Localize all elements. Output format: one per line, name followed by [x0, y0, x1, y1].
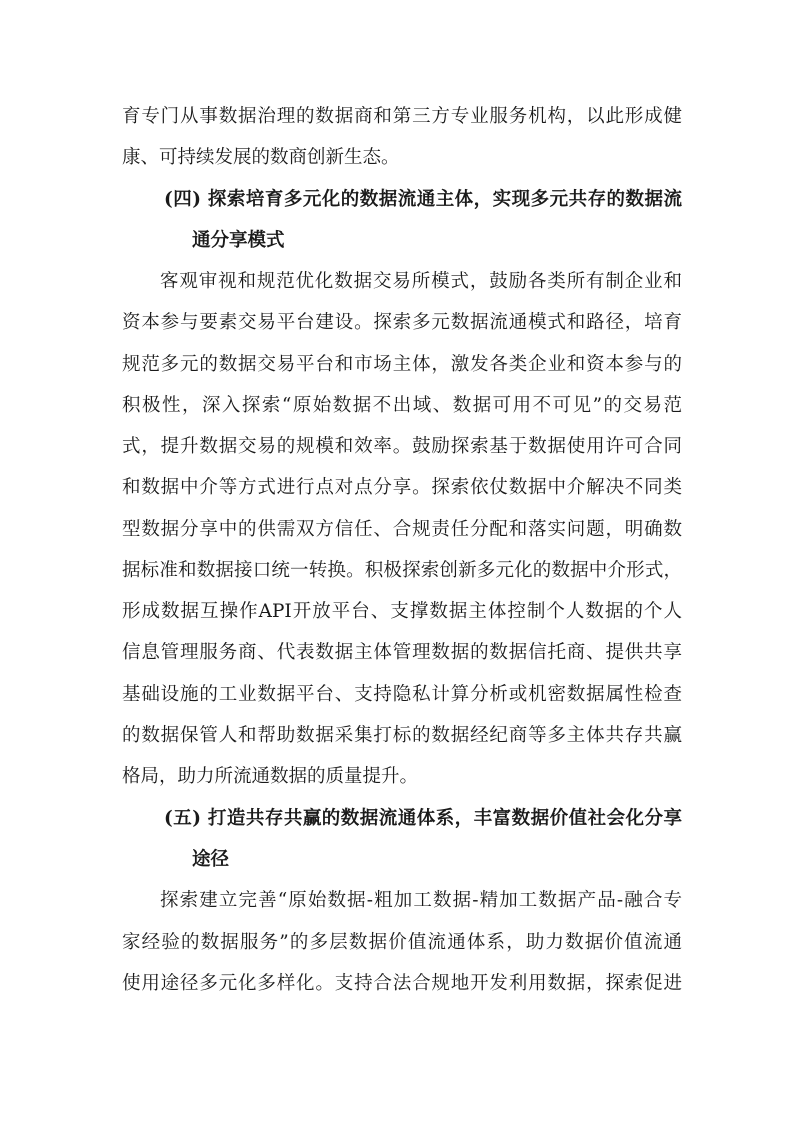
- paragraph-line: 基础设施的工业数据平台、支持隐私计算分析或机密数据属性检查: [122, 684, 682, 705]
- section-heading-4: (四) 探索培育多元化的数据流通主体，实现多元共存的数据流: [164, 189, 682, 210]
- paragraph-line: 客观审视和规范优化数据交易所模式，鼓励各类所有制企业和: [160, 271, 682, 292]
- paragraph-line: 型数据分享中的供需双方信任、合规责任分配和落实问题，明确数: [122, 519, 682, 540]
- section-heading-4-continued: 通分享模式: [192, 230, 285, 251]
- paragraph-line: 形成数据互操作API开放平台、支撑数据主体控制个人数据的个人: [122, 601, 682, 622]
- paragraph-line: 规范多元的数据交易平台和市场主体，激发各类企业和资本参与的: [122, 354, 682, 375]
- section-heading-5: (五) 打造共存共赢的数据流通体系，丰富数据价值社会化分享: [164, 808, 682, 829]
- section-heading-5-continued: 途径: [192, 849, 230, 870]
- paragraph-line: 使用途径多元化多样化。支持合法合规地开发利用数据，探索促进: [122, 973, 682, 994]
- paragraph-line: 积极性，深入探索“原始数据不出域、数据可用不可见”的交易范: [122, 395, 682, 416]
- paragraph-line: 式，提升数据交易的规模和效率。鼓励探索基于数据使用许可合同: [122, 436, 682, 457]
- paragraph-line: 的数据保管人和帮助数据采集打标的数据经纪商等多主体共存共赢: [122, 725, 682, 746]
- paragraph-line: 康、可持续发展的数商创新生态。: [122, 147, 400, 168]
- paragraph-line: 格局，助力所流通数据的质量提升。: [122, 766, 419, 787]
- paragraph-line: 据标准和数据接口统一转换。积极探索创新多元化的数据中介形式，: [122, 560, 682, 581]
- paragraph-line: 信息管理服务商、代表数据主体管理数据的数据信托商、提供共享: [122, 642, 682, 663]
- paragraph-line: 探索建立完善“原始数据-粗加工数据-精加工数据产品-融合专: [160, 890, 682, 911]
- paragraph-line: 和数据中介等方式进行点对点分享。探索依仗数据中介解决不同类: [122, 477, 682, 498]
- paragraph-line: 资本参与要素交易平台建设。探索多元数据流通模式和路径，培育: [122, 312, 682, 333]
- paragraph-line: 家经验的数据服务”的多层数据价值流通体系，助力数据价值流通: [122, 932, 682, 953]
- paragraph-line: 育专门从事数据治理的数据商和第三方专业服务机构，以此形成健: [122, 106, 682, 127]
